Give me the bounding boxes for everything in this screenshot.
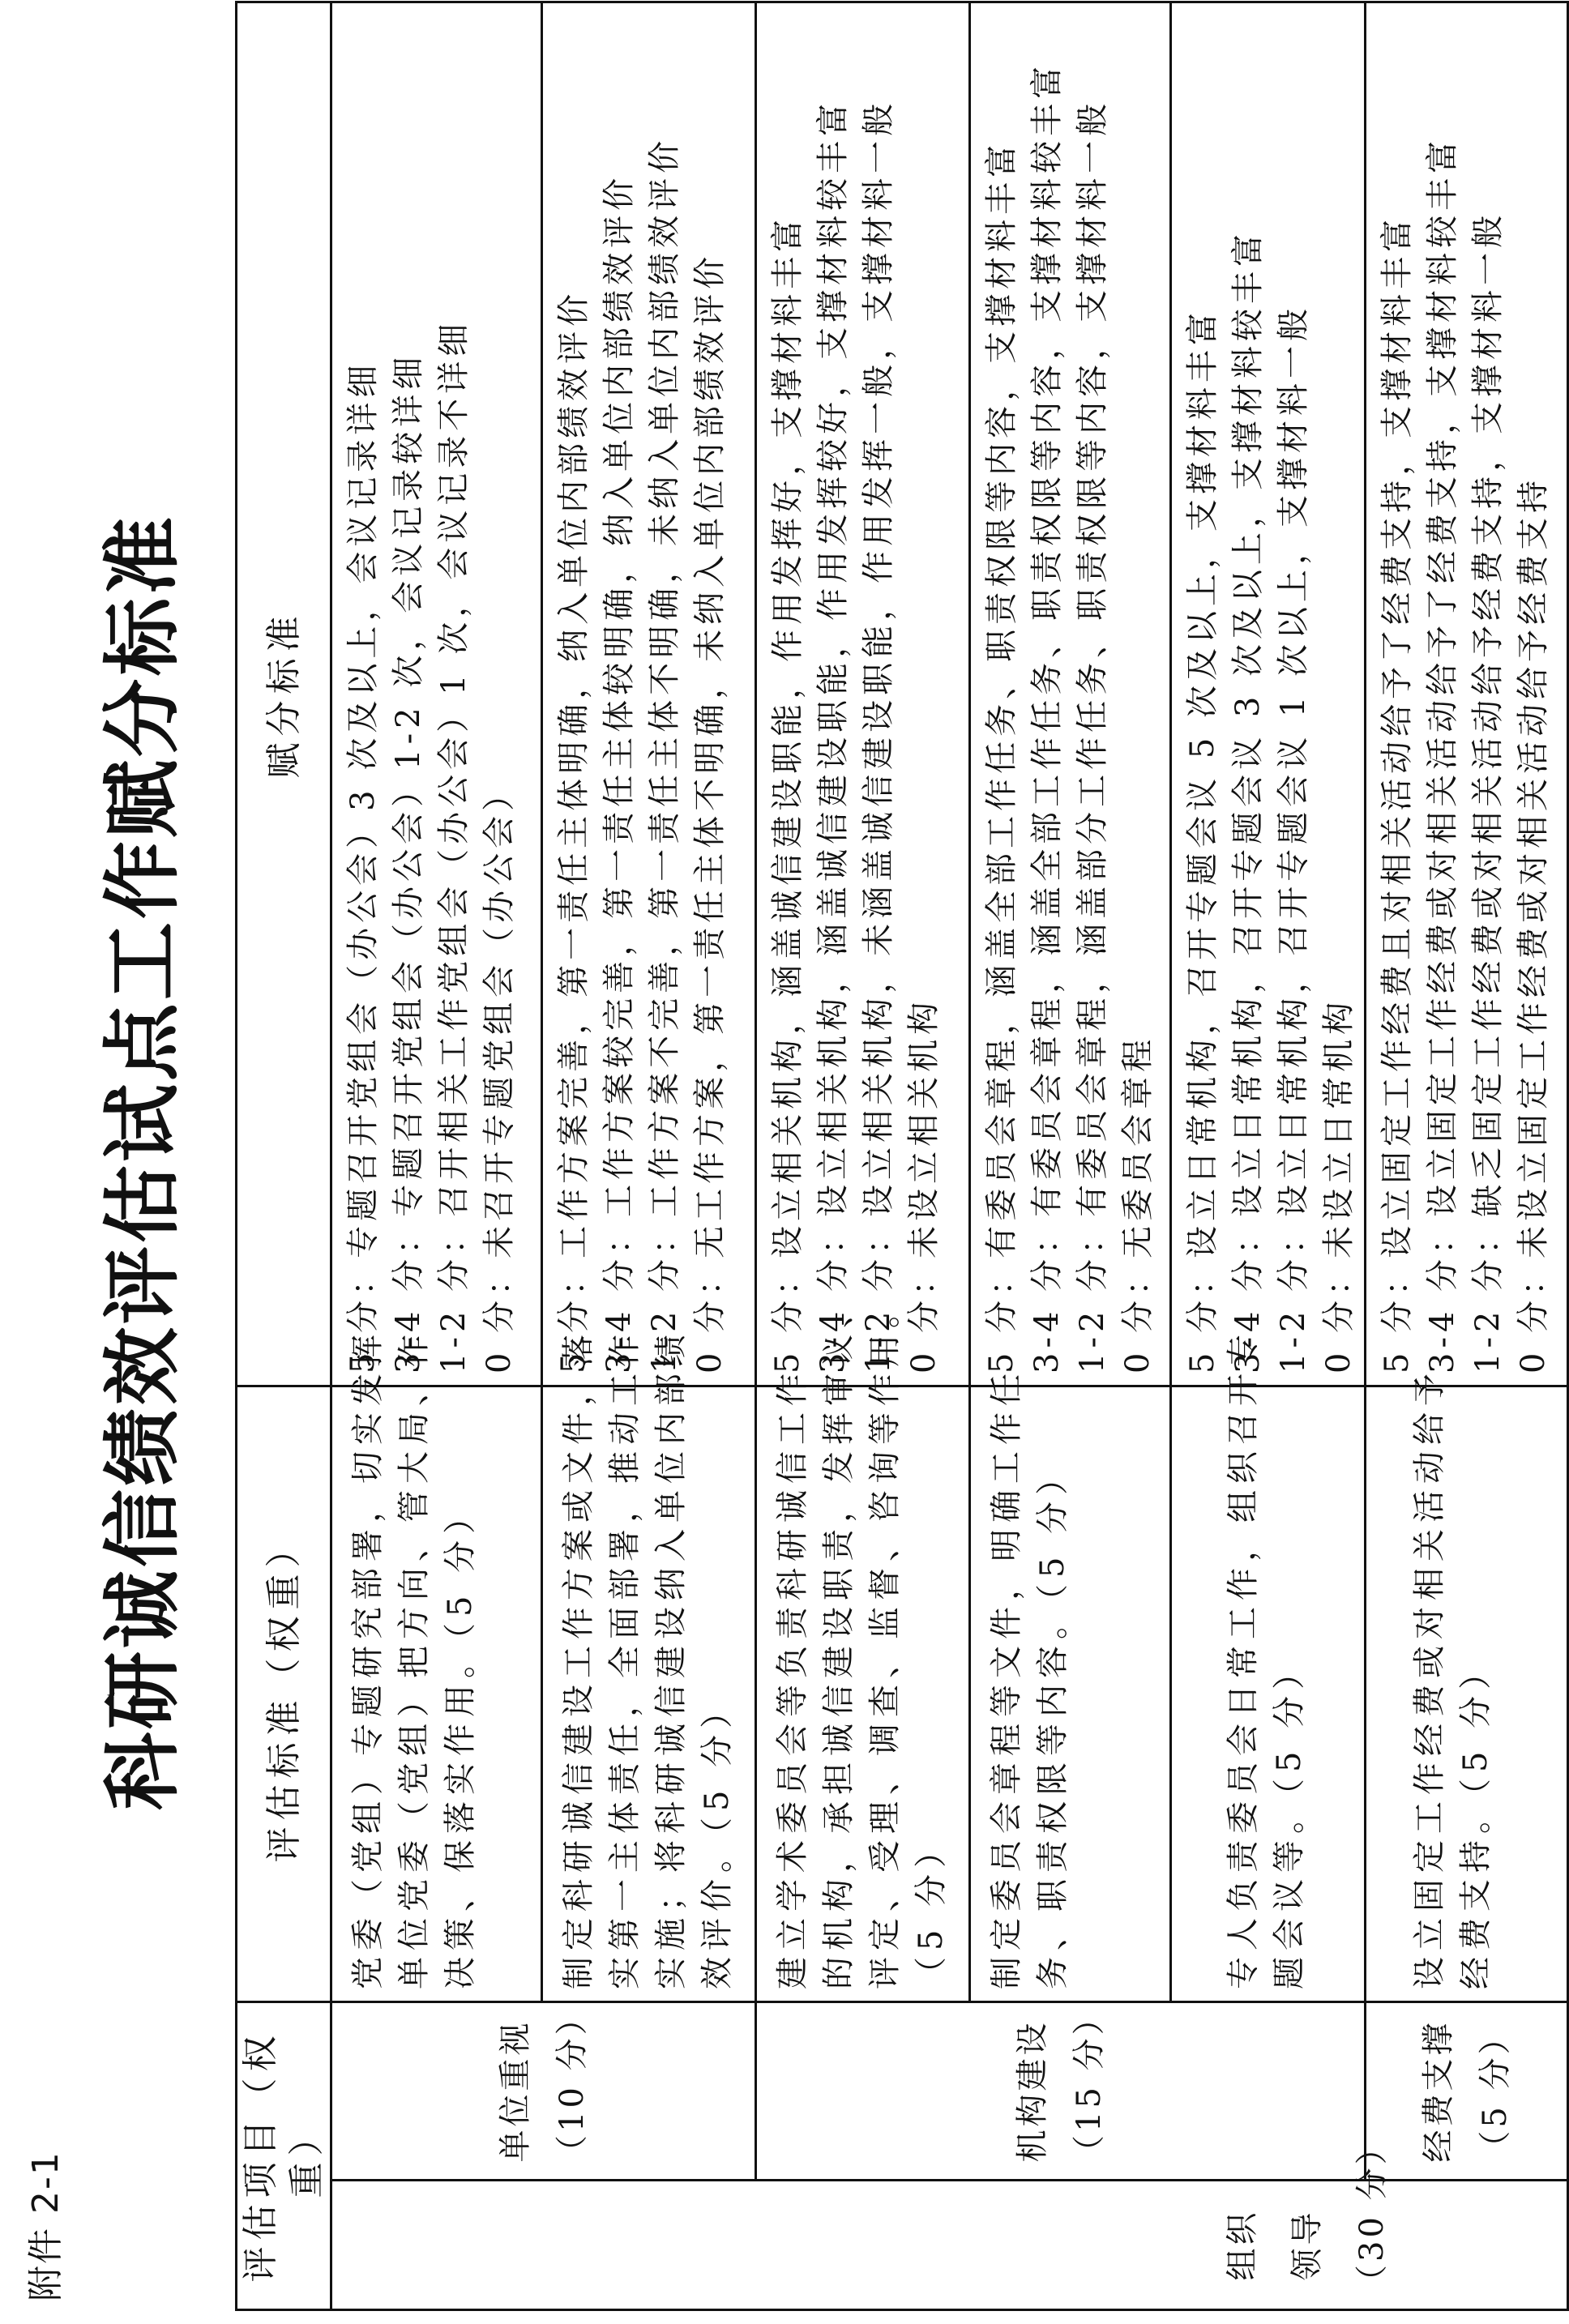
score-line: 0 分：无工作方案，第一责任主体不明确，未纳入单位内部绩效评价 (691, 251, 729, 1373)
score-line: 5 分：设立日常机构，召开专题会议 5 次及以上，支撑材料丰富 (1184, 307, 1221, 1373)
score-line: 1-2 分：工作方案不完善，第一责任主体不明确，未纳入单位内部绩效评价 (646, 135, 683, 1373)
table-row (331, 2, 542, 2310)
score-line: 1-2 分：设立相关机构，未涵盖诚信建设职能，作用发挥一般，支撑材料一般 (860, 98, 897, 1373)
standard-line: 制定科研诚信建设工作方案或文件，落 (560, 1328, 597, 1989)
table-row (542, 2, 756, 2310)
attachment-label: 附件 2-1 (25, 2151, 66, 2301)
subitem-label-line: 经费支撑 (1419, 2019, 1457, 2163)
header-score: 赋分标准 (237, 2, 331, 1386)
subitem-label-line: （5 分） (1476, 2019, 1514, 2164)
standard-line: 效评价。（5 分） (699, 1689, 736, 1989)
score-line: 5 分：设立固定工作经费且对相关活动给予了经费支持，支撑材料丰富 (1379, 214, 1416, 1373)
standard-line: 实施；将科研诚信建设纳入单位内部绩 (652, 1328, 690, 1989)
evaluation-standard (1366, 1367, 1568, 2002)
score-line: 0 分：未设立日常机构 (1320, 997, 1357, 1373)
table-row (1366, 2, 1568, 2310)
evaluation-standard (970, 1367, 1171, 2002)
category-organization-leadership (331, 2129, 1568, 2310)
score-line: 1-2 分：有委员会章程，涵盖部分工作任务、职责权限等内容，支撑材料一般 (1074, 98, 1111, 1373)
evaluation-standard (542, 1328, 756, 2002)
score-line: 0 分：未设立固定工作经费或对相关活动给予经费支持 (1515, 475, 1552, 1373)
standard-line: 党委（党组）专题研究部署，切实发挥 (349, 1328, 387, 1989)
score-line: 1-2 分：缺乏固定工作经费或对相关活动给予经费支持，支撑材料一般 (1469, 210, 1507, 1373)
scoring-criteria (1171, 2, 1366, 1386)
standard-line: 决策、保落实作用。（5 分） (442, 1494, 479, 1989)
scoring-criteria (331, 2, 542, 1386)
table-header-row (237, 2, 331, 2310)
header-standard: 评估标准（权重） (237, 1386, 331, 2002)
standard-line: 务、职责权限等内容。（5 分） (1034, 1455, 1071, 1989)
scoring-table (235, 1, 1569, 2311)
score-line: 5 分：设立相关机构，涵盖诚信建设职能，作用发挥好，支撑材料丰富 (769, 214, 806, 1373)
score-line: 5 分：专题召开党组会（办公会）3 次及以上，会议记录详细 (344, 360, 382, 1373)
table-row (1171, 2, 1366, 2310)
standard-line: 专人负责委员会日常工作，组织召开专 (1225, 1328, 1262, 1989)
score-line: 3-4 分：设立固定工作经费或对相关活动给予了经费支持，支撑材料较丰富 (1424, 135, 1461, 1373)
score-line: 5 分：有委员会章程，涵盖全部工作任务、职责权限等内容，支撑材料丰富 (983, 139, 1020, 1373)
score-line: 3-4 分：工作方案较完善，第一责任主体较明确，纳入单位内部绩效评价 (601, 173, 638, 1373)
score-line: 1-2 分：召开相关工作党组会（办公会）1 次，会议记录不详细 (435, 318, 472, 1373)
subitem-label-line: （10 分） (553, 1999, 591, 2168)
standard-line: （5 分） (913, 1828, 950, 1989)
standard-line: 题会议等。（5 分） (1271, 1650, 1308, 1989)
subitem-institution-building (756, 1999, 1366, 2181)
scoring-criteria (756, 2, 970, 1386)
score-line: 5 分：工作方案完善，第一责任主体明确，纳入单位内部绩效评价 (555, 288, 592, 1373)
scoring-criteria (1366, 2, 1568, 1386)
category-label-line: 领导 (1289, 2209, 1326, 2281)
document-title: 科研诚信绩效评估试点工作赋分标准 (96, 514, 188, 1810)
score-line: 0 分：未召开专题党组会（办公会） (481, 773, 518, 1373)
header-item: 评估项目（权重） (237, 2002, 331, 2310)
standard-line: 设立固定工作经费或对相关活动给予 (1411, 1367, 1448, 1989)
score-line: 3-4 分：专题召开党组会（办公会）1-2 次，会议记录较详细 (390, 352, 427, 1373)
evaluation-standard (756, 1289, 970, 2002)
subitem-label-line: （15 分） (1070, 1999, 1108, 2168)
score-line: 0 分：无委员会章程 (1119, 1034, 1156, 1373)
subitem-label-line: 机构建设 (1013, 2019, 1051, 2163)
subitem-unit-attention (331, 1999, 756, 2181)
standard-line: 建立学术委员会等负责科研诚信工作 (774, 1367, 811, 1989)
scoring-criteria (970, 2, 1171, 1386)
category-label-line: 组织 (1224, 2209, 1261, 2281)
standard-line: 经费支持。（5 分） (1457, 1650, 1494, 1989)
category-label-line: （30 分） (1353, 2129, 1391, 2297)
subitem-label-line: 单位重视 (496, 2019, 534, 2163)
evaluation-standard (331, 1328, 542, 2002)
standard-line: 制定委员会章程等文件，明确工作任 (988, 1367, 1025, 1989)
score-line: 1-2 分：设立日常机构，召开专题会议 1 次以上，支撑材料一般 (1275, 303, 1312, 1373)
score-line: 3-4 分：设立相关机构，涵盖诚信建设职能，作用发挥较好，支撑材料较丰富 (814, 98, 852, 1373)
table-row (756, 2, 970, 2310)
standard-line: 实第一主体责任，全面部署，推动工作 (606, 1328, 643, 1989)
scoring-criteria (542, 2, 756, 1386)
standard-line: 单位党委（党组）把方向、管大局、作 (395, 1328, 433, 1989)
score-line: 0 分：未设立相关机构 (905, 997, 943, 1373)
subitem-funding-support (1366, 2002, 1568, 2181)
standard-line: 评定、受理、调查、监督、咨询等作用。 (866, 1289, 904, 1989)
score-line: 3-4 分：设立日常机构，召开专题会议 3 次及以上，支撑材料较丰富 (1229, 229, 1267, 1373)
evaluation-standard (1171, 1328, 1366, 2002)
score-line: 3-4 分：有委员会章程，涵盖全部工作任务、职责权限等内容，支撑材料较丰富 (1028, 61, 1066, 1373)
table-row (970, 2, 1171, 2310)
standard-line: 的机构，承担诚信建设职责，发挥审议、 (820, 1289, 857, 1989)
